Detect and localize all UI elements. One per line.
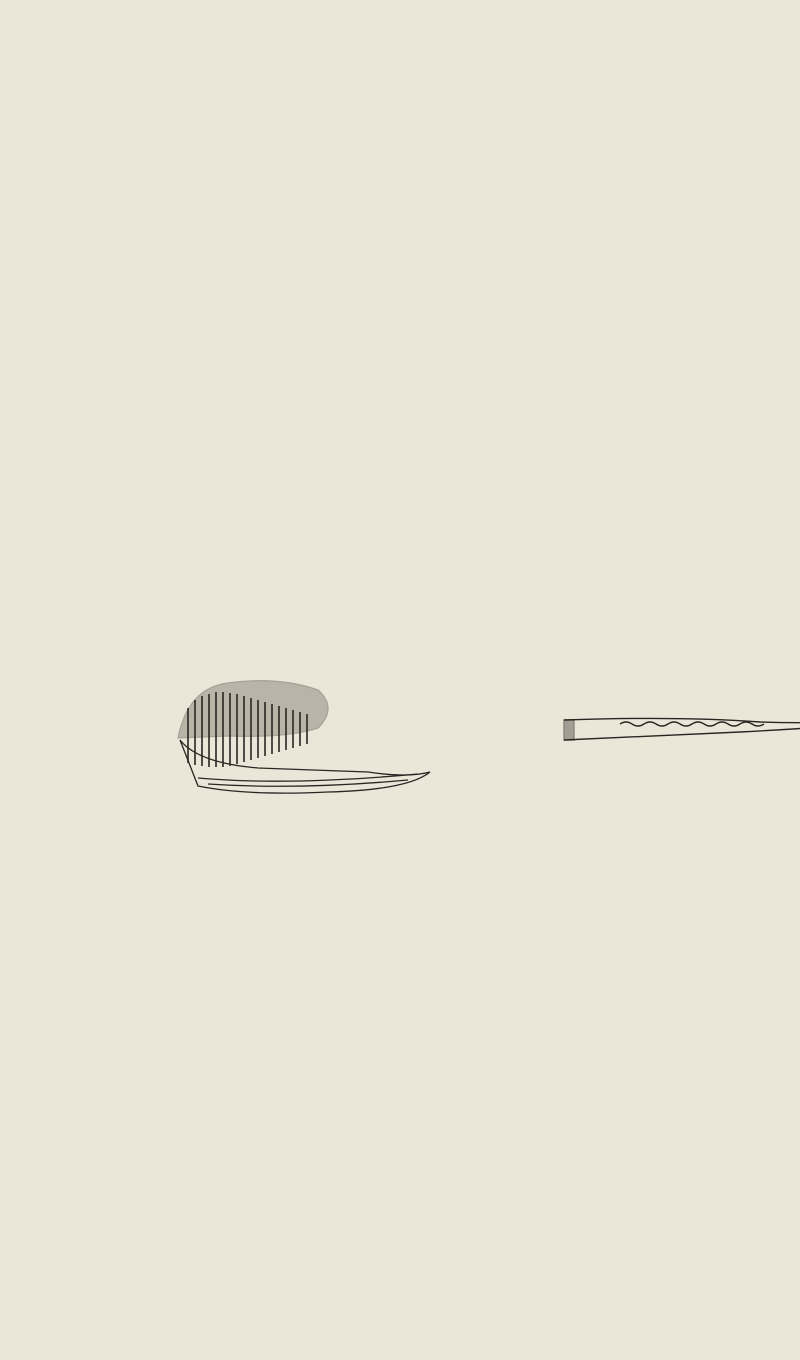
whalebone-illustration (560, 712, 800, 752)
skull-of-whale-illustration (168, 668, 448, 808)
